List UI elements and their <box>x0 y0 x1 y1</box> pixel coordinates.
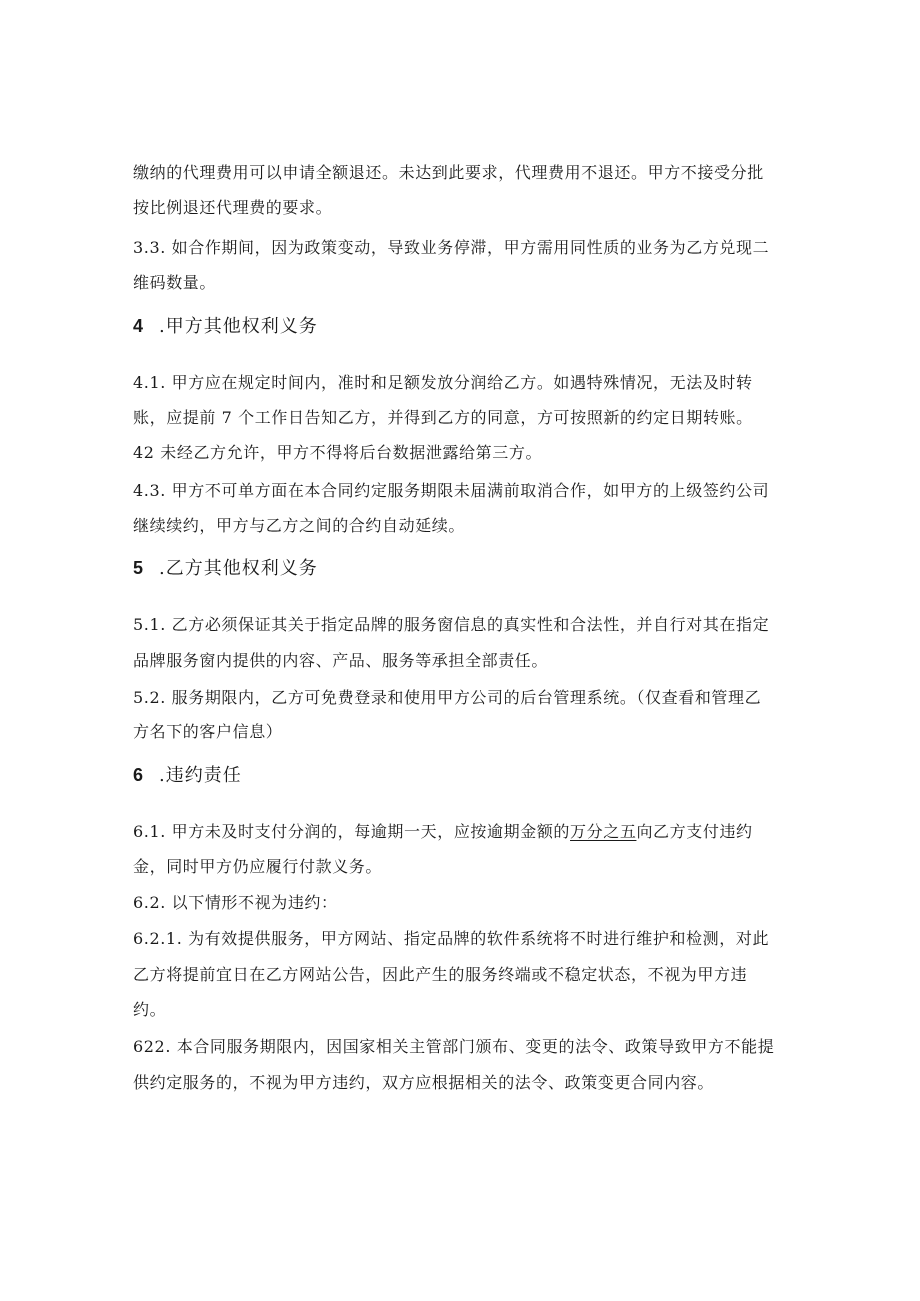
clause-4-3-line-2: 继续续约，甲方与乙方之间的合约自动延续。 <box>133 516 466 535</box>
clause-3-3-line-1: 3.3. 如合作期间，因为政策变动，导致业务停滞，甲方需用同性质的业务为乙方兑现二 <box>133 238 770 257</box>
section-4-number: 4 <box>133 316 145 336</box>
clause-6-2-2-line-2: 供约定服务的，不视为甲方违约，双方应根据相关的法令、政策变更合同内容。 <box>133 1073 715 1092</box>
clause-4-3-line-1: 4.3. 甲方不可单方面在本合同约定服务期限未届满前取消合作，如甲方的上级签约公司 <box>133 481 770 500</box>
clause-6-2-1-line-1: 6.2.1. 为有效提供服务，甲方网站、指定品牌的软件系统将不时进行维护和检测，对此 <box>133 929 770 948</box>
clause-6-2-1-line-2: 乙方将提前宜日在乙方网站公告，因此产生的服务终端或不稳定状态，不视为甲方违 <box>133 965 748 984</box>
clause-3-2-line-1: 缴纳的代理费用可以申请全额退还。未达到此要求，代理费用不退还。甲方不接受分批 <box>133 163 764 182</box>
clause-6-2-2-line-1: 622. 本合同服务期限内，因国家相关主管部门颁布、变更的法令、政策导致甲方不能提 <box>133 1037 775 1056</box>
clause-4-1-line-1: 4.1. 甲方应在规定时间内，准时和足额发放分润给乙方。如遇特殊情况，无法及时转 <box>133 373 753 392</box>
clause-6-1-line-2: 金，同时甲方仍应履行付款义务。 <box>133 857 383 876</box>
clause-6-1-text-a: 6.1. 甲方未及时支付分润的，每逾期一天，应按逾期金额的 <box>133 822 571 841</box>
clause-5-1-line-1: 5.1. 乙方必须保证其关于指定品牌的服务窗信息的真实性和合法性，并自行对其在指定 <box>133 615 770 634</box>
clause-6-1-text-b: 向乙方支付违约 <box>636 822 753 841</box>
section-6-heading <box>133 764 242 787</box>
section-5-title: .乙方其他权利义务 <box>159 558 318 579</box>
clause-6-1-line-1 <box>133 822 753 842</box>
section-6-title: .违约责任 <box>159 765 242 786</box>
section-6-number: 6 <box>133 765 145 785</box>
clause-5-2-line-2: 方名下的客户信息） <box>133 722 283 741</box>
clause-3-2-line-2: 按比例退还代理费的要求。 <box>133 198 333 217</box>
clause-6-2-line-1: 6.2. 以下情形不视为违约： <box>133 893 338 912</box>
clause-6-1-underlined-rate: 万分之五 <box>570 822 637 841</box>
section-5-number: 5 <box>133 558 145 578</box>
clause-5-2-line-1: 5.2. 服务期限内，乙方可免费登录和使用甲方公司的后台管理系统。（仅查看和管理乙 <box>133 688 762 707</box>
clause-6-2-1-line-3: 约。 <box>133 1000 167 1019</box>
clause-4-2-line-1: 42 未经乙方允许，甲方不得将后台数据泄露给第三方。 <box>133 443 543 462</box>
section-5-heading <box>133 557 318 580</box>
section-4-heading <box>133 315 318 338</box>
clause-4-1-line-2: 账，应提前 7 个工作日告知乙方，并得到乙方的同意，方可按照新的约定日期转账。 <box>133 408 753 427</box>
section-4-title: .甲方其他权利义务 <box>159 316 318 337</box>
clause-5-1-line-2: 品牌服务窗内提供的内容、产品、服务等承担全部责任。 <box>133 651 549 670</box>
clause-3-3-line-2: 维码数量。 <box>133 273 217 292</box>
